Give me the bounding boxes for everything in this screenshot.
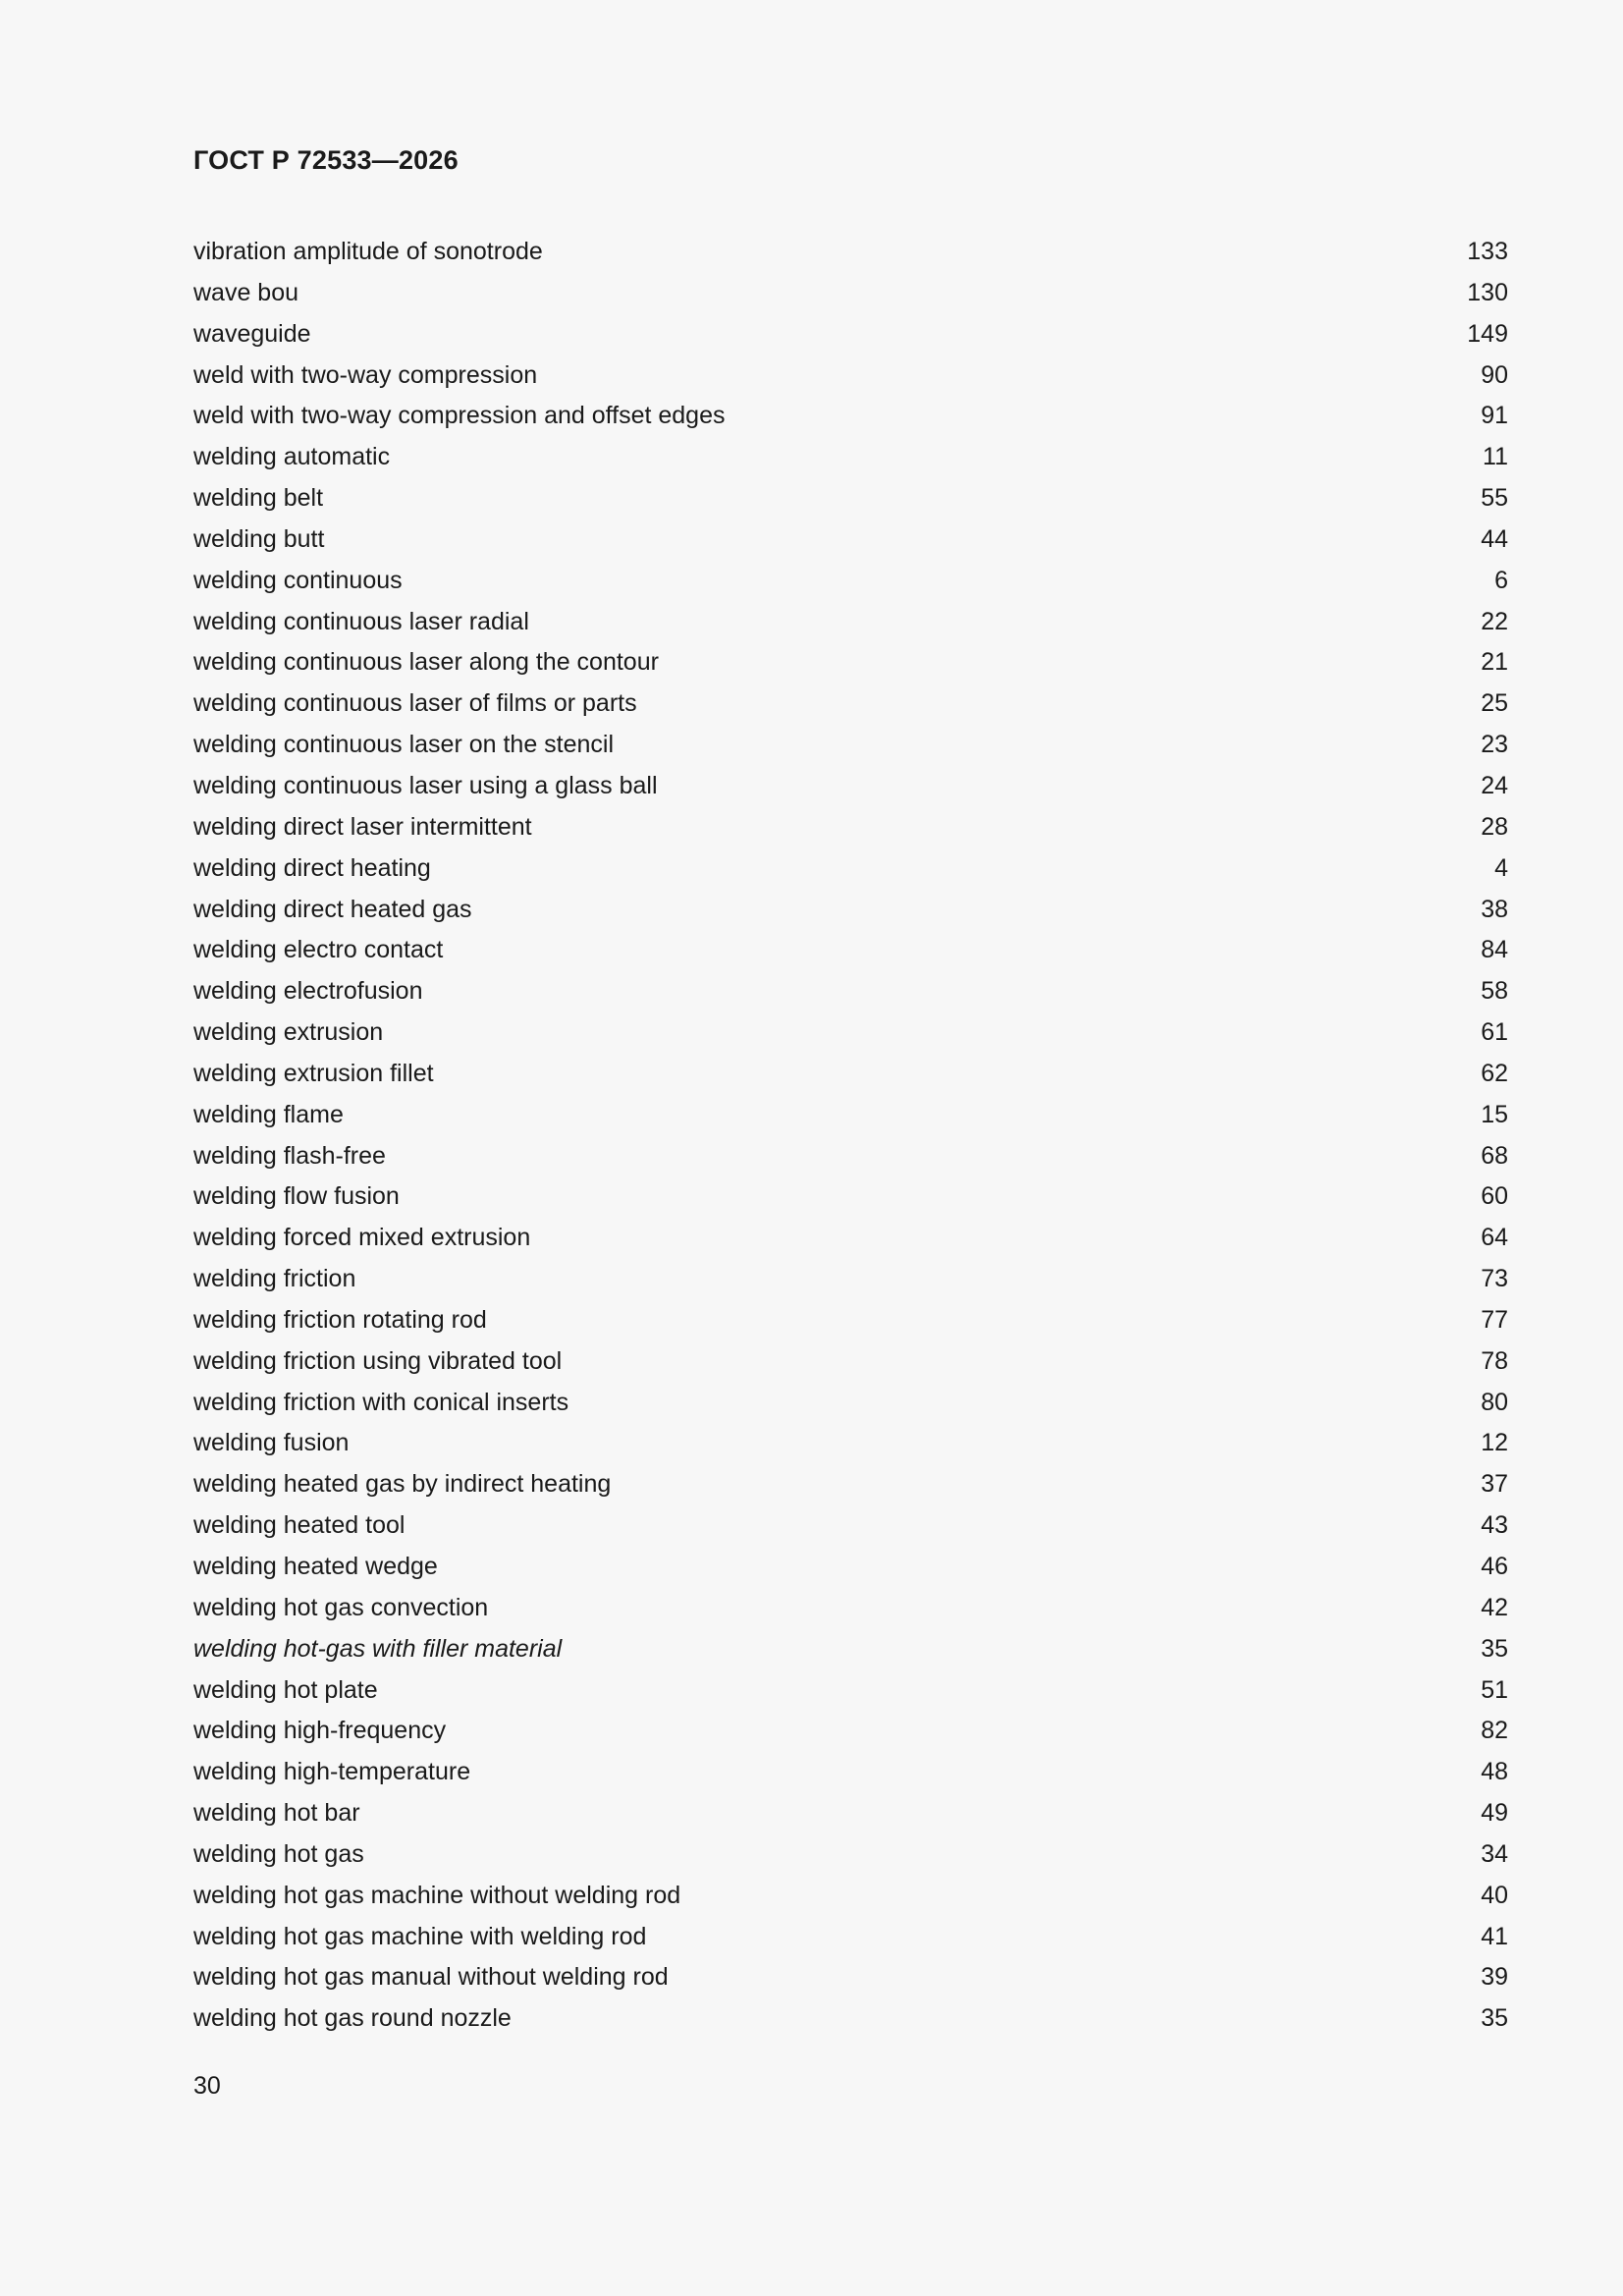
index-term: welding hot gas machine with welding rod	[193, 1922, 647, 1950]
index-entry	[193, 1834, 1508, 1876]
index-number: 58	[1481, 977, 1508, 1006]
index-number: 130	[1467, 278, 1508, 306]
index-term: welding hot gas round nozzle	[193, 2004, 512, 2033]
index-number: 24	[1481, 771, 1508, 799]
index-number: 23	[1481, 731, 1508, 759]
index-term: welding butt	[193, 524, 325, 553]
index-term: welding continuous laser radial	[193, 607, 529, 635]
page-number: 30	[193, 2072, 221, 2100]
index-term: wave bou	[193, 278, 299, 306]
index-list	[193, 232, 1508, 2040]
index-number: 42	[1481, 1593, 1508, 1621]
index-entry	[193, 1670, 1508, 1712]
index-number: 82	[1481, 1717, 1508, 1745]
index-entry	[193, 396, 1508, 437]
index-term: welding friction	[193, 1265, 356, 1293]
index-term: welding extrusion	[193, 1018, 384, 1047]
index-number: 61	[1481, 1018, 1508, 1047]
index-entry	[193, 1752, 1508, 1793]
index-term: weld with two-way compression and offset edges	[193, 402, 726, 430]
index-entry	[193, 971, 1508, 1012]
index-entry	[193, 314, 1508, 355]
index-term: welding heated wedge	[193, 1553, 438, 1580]
index-term: welding fusion	[193, 1429, 350, 1457]
index-term: welding flame	[193, 1100, 344, 1128]
index-term: welding forced mixed extrusion	[193, 1224, 531, 1252]
index-number: 90	[1481, 360, 1508, 389]
index-number: 84	[1481, 936, 1508, 964]
index-entry	[193, 519, 1508, 561]
index-term: welding direct laser intermittent	[193, 812, 532, 841]
index-term: welding high-frequency	[193, 1717, 447, 1745]
index-number: 91	[1481, 402, 1508, 430]
index-term: welding flash-free	[193, 1141, 386, 1170]
index-number: 25	[1481, 689, 1508, 718]
index-term: welding friction with conical inserts	[193, 1388, 569, 1416]
index-entry	[193, 766, 1508, 807]
index-number: 4	[1494, 853, 1508, 882]
index-number: 77	[1481, 1305, 1508, 1334]
index-number: 11	[1483, 443, 1508, 471]
index-term: welding friction using vibrated tool	[193, 1346, 563, 1375]
index-number: 6	[1494, 566, 1508, 594]
index-term: welding electrofusion	[193, 977, 423, 1006]
index-entry	[193, 1259, 1508, 1300]
index-number: 48	[1481, 1758, 1508, 1786]
index-entry	[193, 478, 1508, 519]
index-entry	[193, 1876, 1508, 1917]
index-number: 22	[1481, 607, 1508, 635]
index-number: 39	[1481, 1963, 1508, 1992]
index-entry	[193, 1136, 1508, 1177]
index-entry	[193, 273, 1508, 314]
index-term: welding hot gas	[193, 1839, 364, 1868]
index-entry	[193, 1300, 1508, 1341]
index-entry	[193, 1917, 1508, 1958]
index-number: 49	[1481, 1799, 1508, 1828]
index-term: welding continuous laser along the contour	[193, 648, 659, 677]
index-entry	[193, 930, 1508, 971]
index-number: 55	[1481, 484, 1508, 513]
index-number: 133	[1467, 238, 1508, 265]
index-term: welding belt	[193, 484, 324, 513]
index-term: welding flow fusion	[193, 1182, 400, 1211]
index-term: welding continuous laser using a glass ball	[193, 771, 658, 799]
index-number: 149	[1467, 319, 1508, 348]
index-entry	[193, 1793, 1508, 1834]
index-entry	[193, 1218, 1508, 1259]
index-number: 38	[1481, 895, 1508, 923]
index-number: 34	[1481, 1839, 1508, 1868]
index-entry	[193, 602, 1508, 643]
index-number: 12	[1481, 1429, 1508, 1457]
index-entry	[193, 1012, 1508, 1054]
index-number: 40	[1481, 1881, 1508, 1909]
index-term: vibration amplitude of sonotrode	[193, 238, 543, 265]
index-term: welding heated tool	[193, 1511, 406, 1540]
index-entry	[193, 683, 1508, 725]
index-entry	[193, 1341, 1508, 1383]
index-term: welding hot gas convection	[193, 1593, 489, 1621]
index-entry	[193, 1629, 1508, 1670]
index-entry	[193, 1505, 1508, 1547]
index-term: welding heated gas by indirect heating	[193, 1470, 612, 1499]
index-number: 73	[1481, 1265, 1508, 1293]
index-entry	[193, 1957, 1508, 1998]
index-entry	[193, 890, 1508, 931]
index-term: welding friction rotating rod	[193, 1305, 487, 1334]
index-entry	[193, 1998, 1508, 2040]
index-entry	[193, 437, 1508, 478]
index-number: 46	[1481, 1553, 1508, 1580]
index-term: welding direct heated gas	[193, 895, 472, 923]
index-entry	[193, 725, 1508, 766]
index-term: weld with two-way compression	[193, 360, 538, 389]
index-entry	[193, 1423, 1508, 1464]
index-entry	[193, 1095, 1508, 1136]
index-term: welding hot bar	[193, 1799, 360, 1828]
index-entry	[193, 1547, 1508, 1588]
index-term: welding extrusion fillet	[193, 1059, 434, 1087]
index-term: welding direct heating	[193, 853, 431, 882]
document-header: ГОСТ Р 72533—2026	[193, 145, 459, 175]
index-term: welding hot gas manual without welding rod	[193, 1963, 669, 1992]
index-number: 15	[1481, 1100, 1508, 1128]
index-entry	[193, 1588, 1508, 1629]
index-term: welding electro contact	[193, 936, 444, 964]
index-term: welding continuous	[193, 566, 403, 594]
index-number: 60	[1481, 1182, 1508, 1211]
index-number: 78	[1481, 1346, 1508, 1375]
index-number: 62	[1481, 1059, 1508, 1087]
index-number: 37	[1481, 1470, 1508, 1499]
index-term: welding automatic	[193, 443, 391, 471]
index-term: welding continuous laser on the stencil	[193, 731, 615, 759]
index-entry	[193, 232, 1508, 273]
index-number: 44	[1481, 524, 1508, 553]
index-term: welding hot gas machine without welding rod	[193, 1881, 681, 1909]
index-entry	[193, 848, 1508, 890]
index-number: 35	[1481, 1634, 1508, 1663]
index-entry	[193, 1464, 1508, 1505]
index-term: welding continuous laser of films or parts	[193, 689, 637, 718]
index-number: 35	[1481, 2004, 1508, 2033]
index-number: 43	[1481, 1511, 1508, 1540]
index-term: welding hot-gas with filler material	[193, 1634, 563, 1663]
index-number: 21	[1481, 648, 1508, 677]
index-entry	[193, 642, 1508, 683]
index-term: welding hot plate	[193, 1675, 378, 1704]
index-entry	[193, 1176, 1508, 1218]
index-number: 80	[1481, 1388, 1508, 1416]
index-entry	[193, 1383, 1508, 1424]
index-entry	[193, 1711, 1508, 1752]
index-entry	[193, 807, 1508, 848]
index-number: 64	[1481, 1224, 1508, 1252]
index-number: 68	[1481, 1141, 1508, 1170]
index-number: 51	[1481, 1675, 1508, 1704]
index-entry	[193, 561, 1508, 602]
index-entry	[193, 355, 1508, 397]
index-term: waveguide	[193, 319, 311, 348]
index-number: 28	[1481, 812, 1508, 841]
index-number: 41	[1481, 1922, 1508, 1950]
index-entry	[193, 1054, 1508, 1095]
index-term: welding high-temperature	[193, 1758, 471, 1786]
